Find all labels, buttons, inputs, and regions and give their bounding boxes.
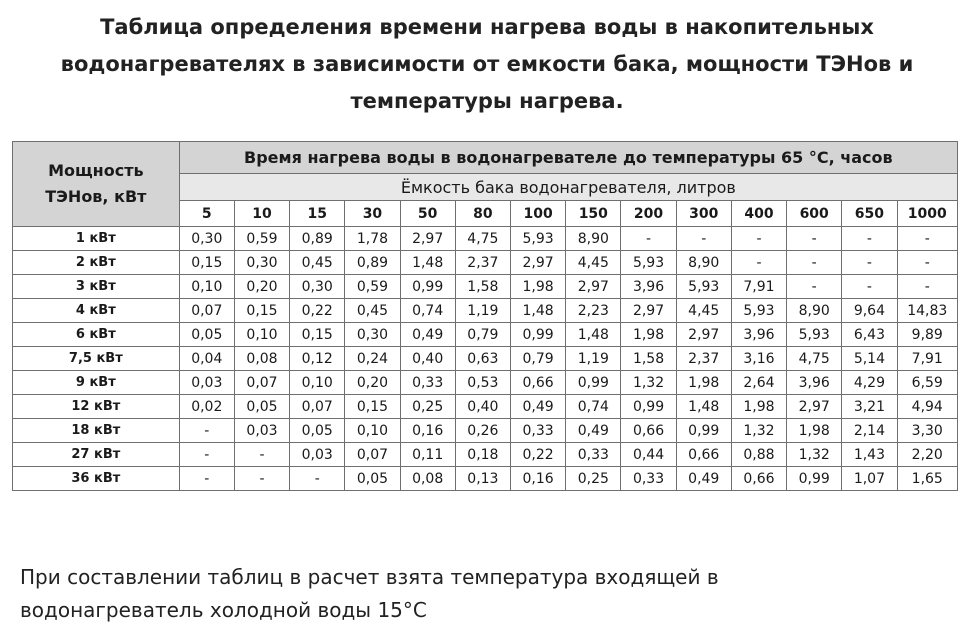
time-value-cell: 0,49 xyxy=(676,467,731,491)
time-value-cell: 5,14 xyxy=(842,347,897,371)
time-value-cell: 4,29 xyxy=(842,371,897,395)
time-value-cell: 1,48 xyxy=(566,323,621,347)
time-value-cell: 0,13 xyxy=(455,467,510,491)
time-value-cell: - xyxy=(731,227,786,251)
time-value-cell: 3,96 xyxy=(731,323,786,347)
table-row xyxy=(13,395,958,419)
time-value-cell: 0,22 xyxy=(290,299,345,323)
time-value-cell: 0,02 xyxy=(179,395,234,419)
time-value-cell: 4,45 xyxy=(566,251,621,275)
time-value-cell: 0,15 xyxy=(345,395,400,419)
time-value-cell: 1,58 xyxy=(621,347,676,371)
time-value-cell: 0,03 xyxy=(179,371,234,395)
time-value-cell: 1,48 xyxy=(400,251,455,275)
table-row xyxy=(13,227,958,251)
power-header-line-2: ТЭНов, кВт xyxy=(45,187,147,206)
capacity-header-cell: 200 xyxy=(621,201,676,227)
capacity-header-cell: 50 xyxy=(400,201,455,227)
time-value-cell: 0,40 xyxy=(400,347,455,371)
time-value-cell: 1,43 xyxy=(842,443,897,467)
time-value-cell: 0,15 xyxy=(179,251,234,275)
time-value-cell: 1,32 xyxy=(787,443,842,467)
time-value-cell: 0,74 xyxy=(400,299,455,323)
time-value-cell: 0,03 xyxy=(290,443,345,467)
time-value-cell: 3,16 xyxy=(731,347,786,371)
footnote xyxy=(20,561,950,627)
time-value-cell: 0,12 xyxy=(290,347,345,371)
time-value-cell: 2,14 xyxy=(842,419,897,443)
time-value-cell: 0,10 xyxy=(345,419,400,443)
time-value-cell: 0,26 xyxy=(455,419,510,443)
time-value-cell: 1,98 xyxy=(676,371,731,395)
time-value-cell: 0,15 xyxy=(290,323,345,347)
time-value-cell: 0,30 xyxy=(179,227,234,251)
table-row xyxy=(13,443,958,467)
footnote-line-1: При составлении таблиц в расчет взята температура входящей в xyxy=(20,565,719,589)
time-value-cell: 2,23 xyxy=(566,299,621,323)
power-label-cell: 2 кВт xyxy=(13,251,180,275)
time-value-cell: - xyxy=(676,227,731,251)
time-value-cell: 8,90 xyxy=(566,227,621,251)
time-value-cell: 1,07 xyxy=(842,467,897,491)
time-value-cell: 1,48 xyxy=(676,395,731,419)
time-value-cell: 3,96 xyxy=(787,371,842,395)
time-value-cell: 2,97 xyxy=(676,323,731,347)
time-value-cell: 9,64 xyxy=(842,299,897,323)
footnote-line-2: водонагреватель холодной воды 15°С xyxy=(20,598,427,622)
time-value-cell: 0,99 xyxy=(621,395,676,419)
time-value-cell: 0,10 xyxy=(179,275,234,299)
heating-time-table xyxy=(12,141,958,491)
time-value-cell: 5,93 xyxy=(621,251,676,275)
time-value-cell: 1,48 xyxy=(510,299,565,323)
time-value-cell: 1,98 xyxy=(731,395,786,419)
time-value-cell: 1,98 xyxy=(787,419,842,443)
time-value-cell: 0,15 xyxy=(234,299,289,323)
table-row xyxy=(13,251,958,275)
time-value-cell: 5,93 xyxy=(510,227,565,251)
time-value-cell: - xyxy=(842,251,897,275)
time-value-cell: 1,19 xyxy=(566,347,621,371)
time-value-cell: - xyxy=(787,251,842,275)
time-value-cell: 0,45 xyxy=(345,299,400,323)
time-value-cell: 0,05 xyxy=(179,323,234,347)
time-value-cell: 0,40 xyxy=(455,395,510,419)
time-value-cell: 0,49 xyxy=(400,323,455,347)
power-label-cell: 4 кВт xyxy=(13,299,180,323)
time-value-cell: 3,30 xyxy=(897,419,957,443)
time-value-cell: 0,25 xyxy=(566,467,621,491)
time-value-cell: 6,59 xyxy=(897,371,957,395)
capacity-header-cell: 300 xyxy=(676,201,731,227)
time-value-cell: - xyxy=(787,227,842,251)
time-value-cell: 0,45 xyxy=(290,251,345,275)
time-value-cell: 0,05 xyxy=(345,467,400,491)
time-value-cell: 5,93 xyxy=(676,275,731,299)
time-value-cell: 0,66 xyxy=(510,371,565,395)
time-value-cell: 2,97 xyxy=(566,275,621,299)
time-value-cell: 0,16 xyxy=(400,419,455,443)
time-value-cell: 0,59 xyxy=(234,227,289,251)
title-line-2: водонагревателях в зависимости от емкости бака, мощности ТЭНов и xyxy=(60,52,914,76)
time-value-cell: 0,05 xyxy=(234,395,289,419)
capacity-header-cell: 100 xyxy=(510,201,565,227)
time-value-cell: - xyxy=(787,275,842,299)
time-value-cell: - xyxy=(731,251,786,275)
table-row xyxy=(13,347,958,371)
time-value-cell: 4,75 xyxy=(455,227,510,251)
capacity-header-cell: 15 xyxy=(290,201,345,227)
time-value-cell: 0,08 xyxy=(234,347,289,371)
capacity-header-cell: 1000 xyxy=(897,201,957,227)
time-value-cell: 0,99 xyxy=(510,323,565,347)
time-value-cell: 7,91 xyxy=(897,347,957,371)
time-value-cell: 2,37 xyxy=(455,251,510,275)
table-row xyxy=(13,419,958,443)
time-value-cell: 0,53 xyxy=(455,371,510,395)
time-value-cell: 4,45 xyxy=(676,299,731,323)
time-value-cell: 4,94 xyxy=(897,395,957,419)
time-value-cell: 0,33 xyxy=(400,371,455,395)
time-value-cell: 0,33 xyxy=(566,443,621,467)
capacity-header-cell: 400 xyxy=(731,201,786,227)
time-value-cell: - xyxy=(179,443,234,467)
time-value-cell: 0,10 xyxy=(234,323,289,347)
heating-time-header: Время нагрева воды в водонагревателе до температуры 65 °С, часов xyxy=(179,142,957,174)
time-value-cell: 3,21 xyxy=(842,395,897,419)
title-line-1: Таблица определения времени нагрева воды в накопительных xyxy=(100,15,874,39)
power-label-cell: 6 кВт xyxy=(13,323,180,347)
time-value-cell: 1,19 xyxy=(455,299,510,323)
time-value-cell: 1,65 xyxy=(897,467,957,491)
time-value-cell: 0,11 xyxy=(400,443,455,467)
table-row xyxy=(13,467,958,491)
time-value-cell: - xyxy=(897,275,957,299)
time-value-cell: 0,08 xyxy=(400,467,455,491)
time-value-cell: 2,37 xyxy=(676,347,731,371)
time-value-cell: 4,75 xyxy=(787,347,842,371)
time-value-cell: 0,63 xyxy=(455,347,510,371)
time-value-cell: 2,97 xyxy=(400,227,455,251)
time-value-cell: 0,18 xyxy=(455,443,510,467)
time-value-cell: 0,99 xyxy=(566,371,621,395)
table-body xyxy=(13,227,958,491)
capacity-header-cell: 10 xyxy=(234,201,289,227)
time-value-cell: 5,93 xyxy=(787,323,842,347)
time-value-cell: - xyxy=(179,467,234,491)
time-value-cell: 1,98 xyxy=(510,275,565,299)
time-value-cell: 2,97 xyxy=(787,395,842,419)
time-value-cell: 2,64 xyxy=(731,371,786,395)
time-value-cell: - xyxy=(234,467,289,491)
time-value-cell: 0,03 xyxy=(234,419,289,443)
time-value-cell: 0,25 xyxy=(400,395,455,419)
power-column-header xyxy=(13,142,180,227)
time-value-cell: 0,49 xyxy=(566,419,621,443)
time-value-cell: 1,78 xyxy=(345,227,400,251)
time-value-cell: 0,10 xyxy=(290,371,345,395)
time-value-cell: 0,99 xyxy=(676,419,731,443)
table-row xyxy=(13,299,958,323)
time-value-cell: 0,04 xyxy=(179,347,234,371)
table-row xyxy=(13,275,958,299)
time-value-cell: - xyxy=(234,443,289,467)
time-value-cell: 0,05 xyxy=(290,419,345,443)
time-value-cell: - xyxy=(897,251,957,275)
time-value-cell: 0,22 xyxy=(510,443,565,467)
time-value-cell: - xyxy=(290,467,345,491)
time-value-cell: 0,99 xyxy=(400,275,455,299)
time-value-cell: 0,20 xyxy=(345,371,400,395)
power-label-cell: 12 кВт xyxy=(13,395,180,419)
time-value-cell: 1,58 xyxy=(455,275,510,299)
title-line-3: температуры нагрева. xyxy=(350,89,624,113)
time-value-cell: 0,07 xyxy=(179,299,234,323)
power-label-cell: 18 кВт xyxy=(13,419,180,443)
time-value-cell: 3,96 xyxy=(621,275,676,299)
time-value-cell: 0,30 xyxy=(345,323,400,347)
time-value-cell: 0,89 xyxy=(345,251,400,275)
time-value-cell: 1,98 xyxy=(621,323,676,347)
power-label-cell: 7,5 кВт xyxy=(13,347,180,371)
time-value-cell: 0,66 xyxy=(676,443,731,467)
time-value-cell: 0,88 xyxy=(731,443,786,467)
capacity-header-cell: 150 xyxy=(566,201,621,227)
time-value-cell: 0,16 xyxy=(510,467,565,491)
time-value-cell: - xyxy=(897,227,957,251)
capacity-header-cell: 5 xyxy=(179,201,234,227)
time-value-cell: - xyxy=(842,227,897,251)
time-value-cell: 0,07 xyxy=(345,443,400,467)
time-value-cell: 0,30 xyxy=(290,275,345,299)
time-value-cell: 0,30 xyxy=(234,251,289,275)
time-value-cell: 8,90 xyxy=(676,251,731,275)
time-value-cell: 0,33 xyxy=(621,467,676,491)
time-value-cell: 7,91 xyxy=(731,275,786,299)
power-label-cell: 3 кВт xyxy=(13,275,180,299)
time-value-cell: 0,66 xyxy=(731,467,786,491)
time-value-cell: 9,89 xyxy=(897,323,957,347)
time-value-cell: 0,07 xyxy=(290,395,345,419)
time-value-cell: 0,74 xyxy=(566,395,621,419)
time-value-cell: 0,49 xyxy=(510,395,565,419)
time-value-cell: 1,32 xyxy=(621,371,676,395)
table-row xyxy=(13,323,958,347)
capacity-header-cell: 650 xyxy=(842,201,897,227)
time-value-cell: 0,07 xyxy=(234,371,289,395)
time-value-cell: 0,66 xyxy=(621,419,676,443)
time-value-cell: 0,99 xyxy=(787,467,842,491)
power-label-cell: 1 кВт xyxy=(13,227,180,251)
time-value-cell: 5,93 xyxy=(731,299,786,323)
time-value-cell: - xyxy=(842,275,897,299)
time-value-cell: 2,97 xyxy=(510,251,565,275)
time-value-cell: 0,79 xyxy=(510,347,565,371)
time-value-cell: 0,59 xyxy=(345,275,400,299)
time-value-cell: 0,44 xyxy=(621,443,676,467)
capacity-header-cell: 600 xyxy=(787,201,842,227)
power-label-cell: 27 кВт xyxy=(13,443,180,467)
time-value-cell: 0,89 xyxy=(290,227,345,251)
capacity-header-cell: 80 xyxy=(455,201,510,227)
time-value-cell: - xyxy=(179,419,234,443)
time-value-cell: 8,90 xyxy=(787,299,842,323)
time-value-cell: 0,20 xyxy=(234,275,289,299)
time-value-cell: 1,32 xyxy=(731,419,786,443)
time-value-cell: 2,97 xyxy=(621,299,676,323)
time-value-cell: 0,24 xyxy=(345,347,400,371)
power-label-cell: 9 кВт xyxy=(13,371,180,395)
table-row xyxy=(13,371,958,395)
time-value-cell: 0,79 xyxy=(455,323,510,347)
time-value-cell: 6,43 xyxy=(842,323,897,347)
tank-capacity-header: Ёмкость бака водонагревателя, литров xyxy=(179,174,957,201)
time-value-cell: 2,20 xyxy=(897,443,957,467)
time-value-cell: - xyxy=(621,227,676,251)
time-value-cell: 14,83 xyxy=(897,299,957,323)
power-header-line-1: Мощность xyxy=(48,161,144,180)
capacity-header-cell: 30 xyxy=(345,201,400,227)
power-label-cell: 36 кВт xyxy=(13,467,180,491)
page-title xyxy=(20,9,954,120)
time-value-cell: 0,33 xyxy=(510,419,565,443)
